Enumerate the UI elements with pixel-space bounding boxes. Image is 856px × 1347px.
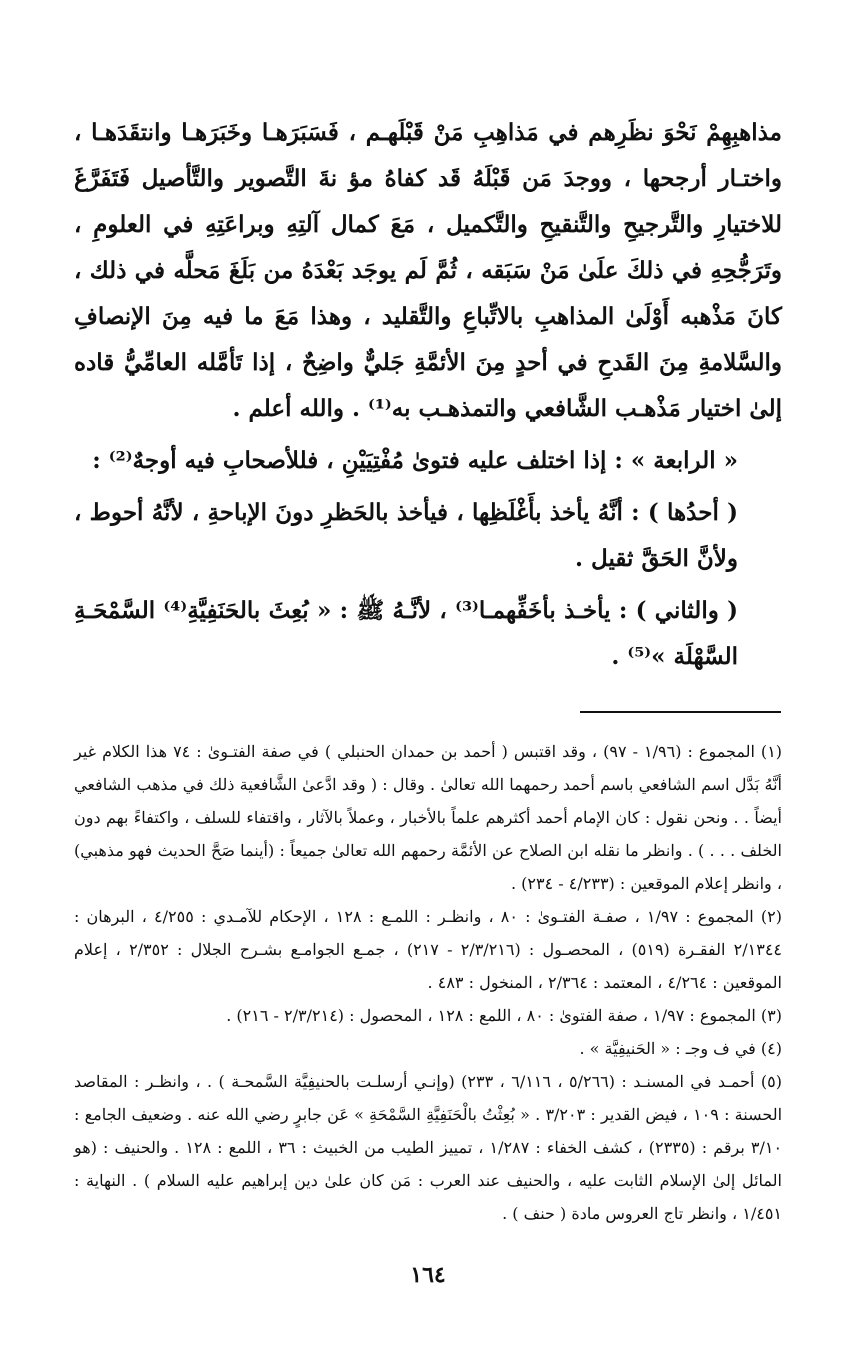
- page-number: ١٦٤: [410, 1262, 446, 1288]
- footnote-separator: [580, 711, 781, 713]
- footnotes: [74, 735, 782, 1230]
- main-text: [74, 110, 782, 680]
- paragraph-second-view: ( والثاني ) : يأخـذ بأخَفِّهمـا⁽³⁾ ، لأنَّـهُ ﷺ : « بُعِثَ بالحَنَفِيَّةِ⁽⁴⁾ السَّمْحَـةِ السَّهْلَة »⁽⁵⁾ .: [74, 597, 738, 670]
- footnote-5: (٥) أحمـد في المسنـد : (٥/٢٦٦ ، ٦/١١٦ ، ٢٣٣) (وإنـي أرسلـت بالحنيفِيَّة السَّمحـة ) . ، وانظـر : المقاصد الحسنة : ١٠٩ ، فيض القدير : ٣/٢٠٣ . « بُعِثْتُ بالْحَنَفِيَّةِ السَّمْحَةِ » عَن جابرٍ رضي الله عنه . وضعيف الجامع : ٣/١٠ برقم : (٢٣٣٥) ، كشف الخفاء : ١/٢٨٧ ، تمييز الطيب من الخبيث : ٣٦ ، اللمع : ١٢٨ . والحنيف : (هو المائل إلىٰ الإسلام الثابت عليه ، والحنيف عند العرب : مَن كان علىٰ دين إبراهيم عليه السلام ) . النهاية : ١/٤٥١ ، وانظر تاج العروس مادة ( حنف ) .: [74, 1072, 783, 1223]
- footnote-2: (٢) المجموع : ١/٩٧ ، صفـة الفتـوىٰ : ٨٠ ، وانظـر : اللمـع : ١٢٨ ، الإحكام للآمـدي : ٤/٢٥٥ ، البرهان : ٢/١٣٤٤ الفقـرة (٥١٩) ، المحصـول : (٢/٣/٢١٦ - ٢١٧) ، جمـع الجوامـع بشـرح الجلال : ٢/٣٥٢ ، إعلام الموقعين : ٤/٢٦٤ ، المعتمد : ٢/٣٦٤ ، المنخول : ٤٨٣ .: [74, 907, 783, 992]
- paragraph-fourth-issue: « الرابعة » : إذا اختلف عليه فتوىٰ مُفْتِيَيْنِ ، فللأصحابِ فيه أوجهٌ⁽²⁾ :: [92, 447, 738, 474]
- paragraph-first-view: ( أحدُها ) : أنَّهُ يأخذ بأَغْلَظِها ، فيأخذ بالحَظرِ دونَ الإباحةِ ، لأنَّهُ أحوط ، ولأنَّ الحَقَّ ثقيل .: [74, 499, 738, 572]
- footnote-3: (٣) المجموع : ١/٩٧ ، صفة الفتوىٰ : ٨٠ ، اللمع : ١٢٨ ، المحصول : (٢/٣/٢١٤ - ٢١٦) .: [226, 1006, 782, 1025]
- footnote-4: (٤) في ف وجـ : « الحَنيفِيَّة » .: [579, 1039, 782, 1058]
- footnote-1: (١) المجموع : (١/٩٦ - ٩٧) ، وقد اقتبس ( أحمد بن حمدان الحنبلي ) في صفة الفتـوىٰ : ٧٤ هذا الكلام غير أنَّهُ بَدَّل اسم الشافعي باسم أحمد رحمهما الله تعالىٰ . وقال : ( وقد ادَّعىٰ الشَّافعية ذلك في مذهب الشافعي أيضاً . . ونحن نقول : كان الإمام أحمد أكثرهم علماً بالأخبار ، وعملاً بالآثار ، واقتفاء للسلف ، واكتفاءً بهم دون الخلف . . . ) . وانظر ما نقله ابن الصلاح عن الأئمَّة رحمهم الله تعالىٰ جميعاً : (أينما صَحَّ الحديث فهو مذهبي) ، وانظر إعلام الموقعين : (٤/٢٣٣ - ٢٣٤) .: [74, 742, 783, 893]
- paragraph-intro: مذاهبِهِمْ نَحْوَ نظَرِهم في مَذاهِبِ مَنْ قَبْلَهـم ، فَسَبَرَهـا وخَبَرَهـا وانتقَدَهـا ، واختـار أرجحها ، ووجدَ مَن قَبْلَهُ قَد كفاهُ مؤ نةَ التَّصوير والتَّأصيل فَتَفَرَّغَ للاختيارِ والتَّرجيحِ والتَّنقيحِ والتَّكميل ، مَعَ كمال آلتِهِ وبراعَتِهِ في العلومِ ، وتَرَجُّحِهِ في ذلكَ علَىٰ مَنْ سَبَقه ، ثُمَّ لَم يوجَد بَعْدَهُ من بَلَغَ مَحلَّه في ذلك ، كانَ مَذْهبه أَوْلَىٰ المذاهبِ بالاتِّباعِ والتَّقليد ، وهذا مَعَ ما فيه مِنَ الإنصافِ والسَّلامةِ مِنَ القَدحِ في أحدٍ مِنَ الأئمَّةِ جَليٌّ واضِحٌ ، إذا تَأمَّله العامِّيُّ قاده إلىٰ اختيار مَذْهـب الشَّافعي والتمذهـب به⁽¹⁾ . والله أعلم .: [74, 119, 782, 422]
